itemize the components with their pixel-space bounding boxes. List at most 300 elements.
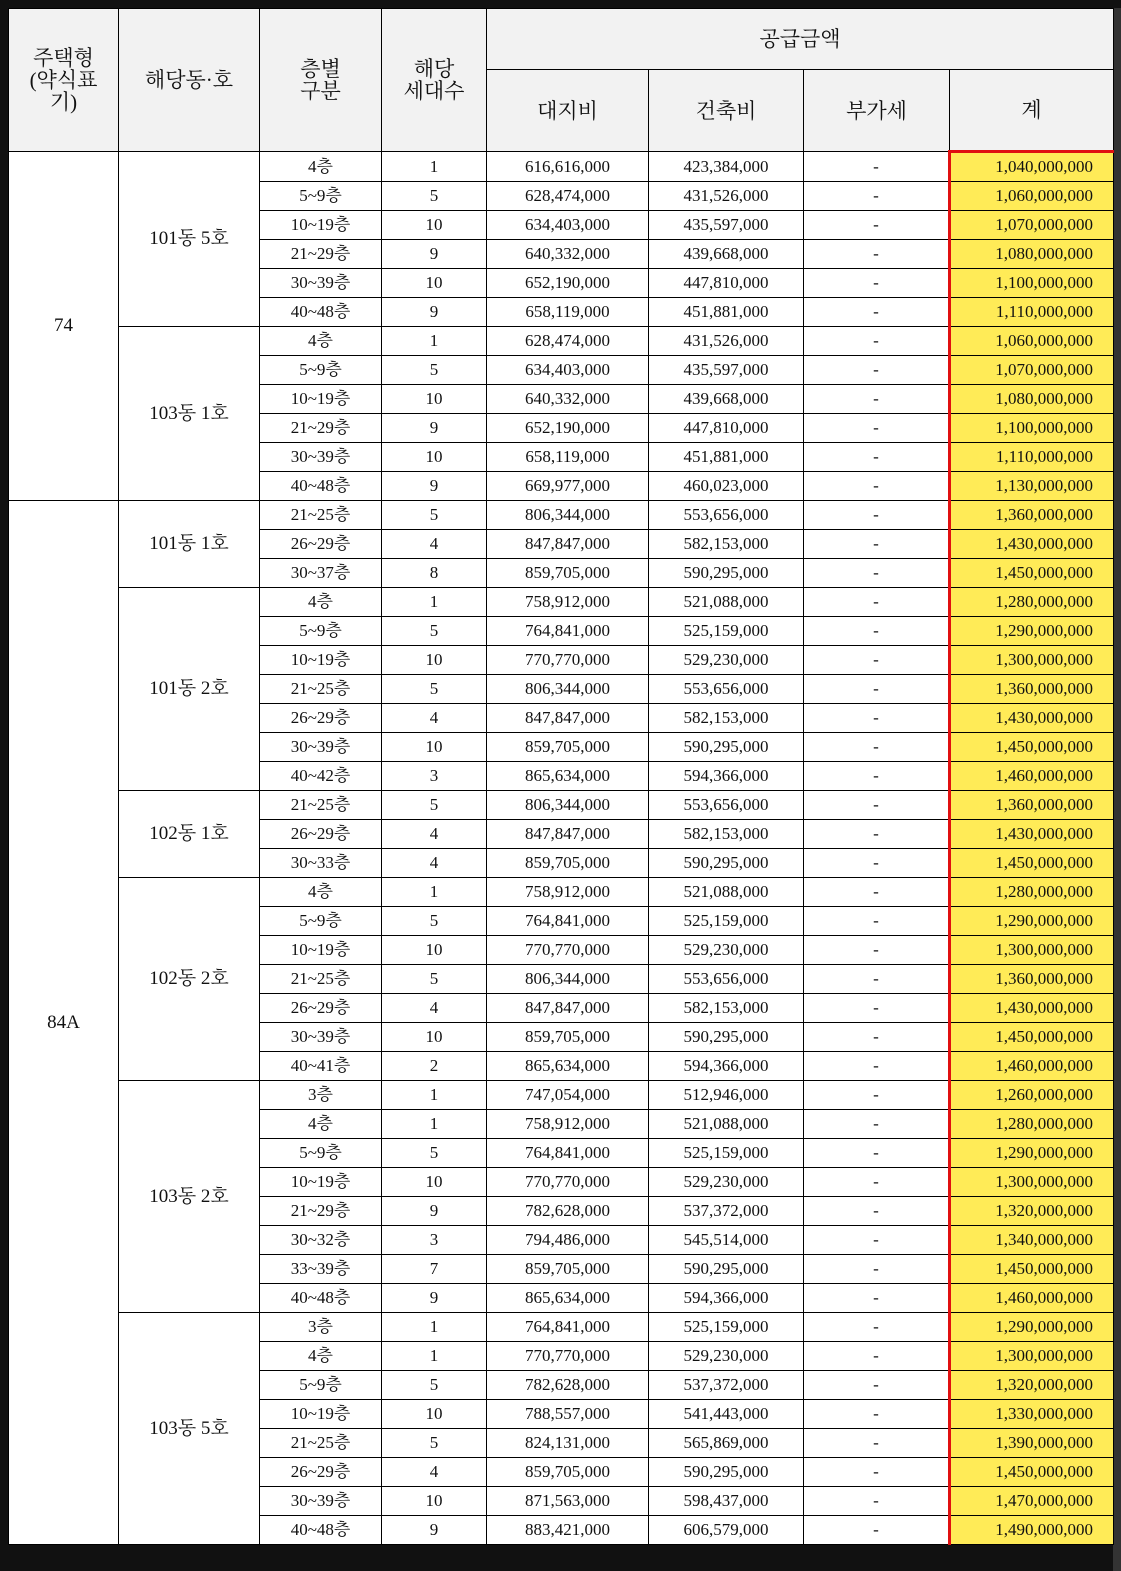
households-cell: 5 [382,1429,487,1458]
floor-cell: 4층 [260,1110,382,1139]
land-cost-cell: 806,344,000 [487,791,649,820]
households-cell: 10 [382,646,487,675]
floor-cell: 4층 [260,878,382,907]
floor-cell: 21~25층 [260,1429,382,1458]
total-cell: 1,430,000,000 [950,994,1114,1023]
land-cost-cell: 634,403,000 [487,356,649,385]
total-cell: 1,260,000,000 [950,1081,1114,1110]
building-cost-cell: 521,088,000 [649,878,804,907]
total-cell: 1,360,000,000 [950,501,1114,530]
land-cost-cell: 628,474,000 [487,182,649,211]
building-cost-cell: 435,597,000 [649,211,804,240]
vat-cell: - [804,1023,950,1052]
land-cost-cell: 770,770,000 [487,646,649,675]
housing-type-cell: 84A [9,501,119,1545]
floor-cell: 30~39층 [260,443,382,472]
building-cost-cell: 537,372,000 [649,1197,804,1226]
land-cost-cell: 640,332,000 [487,240,649,269]
land-cost-cell: 859,705,000 [487,849,649,878]
building-cost-cell: 606,579,000 [649,1516,804,1545]
dong-ho-cell: 101동 1호 [119,501,260,588]
land-cost-cell: 669,977,000 [487,472,649,501]
vat-cell: - [804,385,950,414]
households-cell: 1 [382,588,487,617]
building-cost-cell: 582,153,000 [649,820,804,849]
building-cost-cell: 537,372,000 [649,1371,804,1400]
land-cost-cell: 764,841,000 [487,1139,649,1168]
total-cell: 1,290,000,000 [950,1139,1114,1168]
vat-cell: - [804,530,950,559]
vat-cell: - [804,936,950,965]
total-cell: 1,080,000,000 [950,385,1114,414]
vat-cell: - [804,704,950,733]
vat-cell: - [804,1342,950,1371]
table-row [9,501,1114,530]
building-cost-cell: 512,946,000 [649,1081,804,1110]
building-cost-cell: 565,869,000 [649,1429,804,1458]
vat-cell: - [804,1371,950,1400]
floor-cell: 21~29층 [260,1197,382,1226]
households-cell: 5 [382,791,487,820]
header-households: 해당 세대수 [382,9,487,152]
land-cost-cell: 859,705,000 [487,1458,649,1487]
vat-cell: - [804,849,950,878]
floor-cell: 21~25층 [260,791,382,820]
total-cell: 1,320,000,000 [950,1371,1114,1400]
vat-cell: - [804,1197,950,1226]
vat-cell: - [804,1052,950,1081]
households-cell: 5 [382,1139,487,1168]
households-cell: 10 [382,936,487,965]
building-cost-cell: 553,656,000 [649,501,804,530]
building-cost-cell: 529,230,000 [649,646,804,675]
vat-cell: - [804,820,950,849]
header-supply-price: 공급금액 [487,9,1114,70]
floor-cell: 21~25층 [260,965,382,994]
table-body [9,152,1114,1545]
households-cell: 5 [382,907,487,936]
land-cost-cell: 782,628,000 [487,1371,649,1400]
floor-cell: 30~39층 [260,269,382,298]
table-row [9,878,1114,907]
total-cell: 1,470,000,000 [950,1487,1114,1516]
land-cost-cell: 758,912,000 [487,588,649,617]
total-cell: 1,450,000,000 [950,849,1114,878]
building-cost-cell: 594,366,000 [649,1052,804,1081]
households-cell: 4 [382,820,487,849]
total-cell: 1,110,000,000 [950,443,1114,472]
floor-cell: 5~9층 [260,1371,382,1400]
total-cell: 1,040,000,000 [950,152,1114,182]
households-cell: 9 [382,298,487,327]
floor-cell: 5~9층 [260,907,382,936]
floor-cell: 5~9층 [260,356,382,385]
floor-cell: 4층 [260,152,382,182]
housing-type-cell: 74 [9,152,119,501]
building-cost-cell: 439,668,000 [649,240,804,269]
floor-cell: 40~48층 [260,1516,382,1545]
vat-cell: - [804,1110,950,1139]
households-cell: 1 [382,1342,487,1371]
households-cell: 9 [382,472,487,501]
vat-cell: - [804,211,950,240]
floor-cell: 40~48층 [260,472,382,501]
land-cost-cell: 634,403,000 [487,211,649,240]
building-cost-cell: 439,668,000 [649,385,804,414]
floor-cell: 3층 [260,1081,382,1110]
land-cost-cell: 859,705,000 [487,733,649,762]
land-cost-cell: 859,705,000 [487,559,649,588]
land-cost-cell: 747,054,000 [487,1081,649,1110]
vat-cell: - [804,646,950,675]
floor-cell: 40~42층 [260,762,382,791]
land-cost-cell: 824,131,000 [487,1429,649,1458]
land-cost-cell: 652,190,000 [487,414,649,443]
vat-cell: - [804,1255,950,1284]
vat-cell: - [804,733,950,762]
dong-ho-cell: 103동 2호 [119,1081,260,1313]
total-cell: 1,390,000,000 [950,1429,1114,1458]
households-cell: 5 [382,965,487,994]
vat-cell: - [804,443,950,472]
vat-cell: - [804,298,950,327]
vat-cell: - [804,1313,950,1342]
floor-cell: 26~29층 [260,820,382,849]
land-cost-cell: 658,119,000 [487,298,649,327]
total-cell: 1,450,000,000 [950,1458,1114,1487]
floor-cell: 26~29층 [260,704,382,733]
households-cell: 3 [382,1226,487,1255]
vat-cell: - [804,907,950,936]
land-cost-cell: 770,770,000 [487,1168,649,1197]
households-cell: 1 [382,1313,487,1342]
total-cell: 1,460,000,000 [950,762,1114,791]
households-cell: 10 [382,1168,487,1197]
header-land: 대지비 [487,70,649,152]
households-cell: 9 [382,240,487,269]
building-cost-cell: 594,366,000 [649,1284,804,1313]
households-cell: 10 [382,1487,487,1516]
building-cost-cell: 529,230,000 [649,1342,804,1371]
building-cost-cell: 525,159,000 [649,1313,804,1342]
land-cost-cell: 764,841,000 [487,617,649,646]
vat-cell: - [804,791,950,820]
land-cost-cell: 847,847,000 [487,994,649,1023]
floor-cell: 10~19층 [260,211,382,240]
households-cell: 9 [382,414,487,443]
vat-cell: - [804,472,950,501]
frame-shadow [1113,8,1121,1571]
households-cell: 2 [382,1052,487,1081]
households-cell: 4 [382,994,487,1023]
households-cell: 4 [382,704,487,733]
land-cost-cell: 788,557,000 [487,1400,649,1429]
land-cost-cell: 770,770,000 [487,936,649,965]
households-cell: 4 [382,849,487,878]
vat-cell: - [804,965,950,994]
households-cell: 9 [382,1284,487,1313]
dong-ho-cell: 101동 5호 [119,152,260,327]
total-cell: 1,490,000,000 [950,1516,1114,1545]
building-cost-cell: 525,159,000 [649,907,804,936]
floor-cell: 21~25층 [260,675,382,704]
land-cost-cell: 806,344,000 [487,965,649,994]
floor-cell: 26~29층 [260,994,382,1023]
vat-cell: - [804,994,950,1023]
floor-cell: 10~19층 [260,1168,382,1197]
households-cell: 8 [382,559,487,588]
floor-cell: 30~39층 [260,1487,382,1516]
header-floor: 층별 구분 [260,9,382,152]
floor-cell: 33~39층 [260,1255,382,1284]
land-cost-cell: 770,770,000 [487,1342,649,1371]
households-cell: 9 [382,1197,487,1226]
land-cost-cell: 764,841,000 [487,907,649,936]
vat-cell: - [804,327,950,356]
building-cost-cell: 590,295,000 [649,733,804,762]
total-cell: 1,110,000,000 [950,298,1114,327]
table-row [9,588,1114,617]
vat-cell: - [804,1081,950,1110]
floor-cell: 26~29층 [260,1458,382,1487]
land-cost-cell: 859,705,000 [487,1255,649,1284]
households-cell: 1 [382,327,487,356]
table-row [9,1313,1114,1342]
building-cost-cell: 590,295,000 [649,1255,804,1284]
building-cost-cell: 529,230,000 [649,936,804,965]
total-cell: 1,300,000,000 [950,1342,1114,1371]
total-cell: 1,290,000,000 [950,907,1114,936]
land-cost-cell: 658,119,000 [487,443,649,472]
building-cost-cell: 451,881,000 [649,298,804,327]
total-cell: 1,330,000,000 [950,1400,1114,1429]
vat-cell: - [804,414,950,443]
total-cell: 1,060,000,000 [950,182,1114,211]
table-row [9,1081,1114,1110]
building-cost-cell: 525,159,000 [649,1139,804,1168]
total-cell: 1,080,000,000 [950,240,1114,269]
total-cell: 1,280,000,000 [950,878,1114,907]
households-cell: 4 [382,1458,487,1487]
header-housing-type: 주택형 (약식표 기) [9,9,119,152]
total-cell: 1,290,000,000 [950,617,1114,646]
total-cell: 1,430,000,000 [950,820,1114,849]
dong-ho-cell: 103동 5호 [119,1313,260,1545]
building-cost-cell: 423,384,000 [649,152,804,182]
table-row [9,327,1114,356]
floor-cell: 26~29층 [260,530,382,559]
vat-cell: - [804,152,950,182]
floor-cell: 4층 [260,588,382,617]
dong-ho-cell: 102동 1호 [119,791,260,878]
land-cost-cell: 806,344,000 [487,675,649,704]
building-cost-cell: 590,295,000 [649,559,804,588]
floor-cell: 30~39층 [260,1023,382,1052]
total-cell: 1,450,000,000 [950,1255,1114,1284]
households-cell: 5 [382,182,487,211]
land-cost-cell: 871,563,000 [487,1487,649,1516]
header-total: 계 [950,70,1114,152]
building-cost-cell: 545,514,000 [649,1226,804,1255]
total-cell: 1,360,000,000 [950,675,1114,704]
total-cell: 1,300,000,000 [950,1168,1114,1197]
floor-cell: 40~41층 [260,1052,382,1081]
floor-cell: 4층 [260,1342,382,1371]
land-cost-cell: 847,847,000 [487,820,649,849]
dong-ho-cell: 101동 2호 [119,588,260,791]
building-cost-cell: 541,443,000 [649,1400,804,1429]
total-cell: 1,280,000,000 [950,588,1114,617]
building-cost-cell: 431,526,000 [649,327,804,356]
total-cell: 1,060,000,000 [950,327,1114,356]
header-building: 건축비 [649,70,804,152]
table-row [9,152,1114,182]
households-cell: 4 [382,530,487,559]
land-cost-cell: 865,634,000 [487,1052,649,1081]
land-cost-cell: 865,634,000 [487,1284,649,1313]
floor-cell: 21~29층 [260,240,382,269]
households-cell: 10 [382,733,487,762]
header-vat: 부가세 [804,70,950,152]
vat-cell: - [804,1139,950,1168]
households-cell: 1 [382,152,487,182]
floor-cell: 40~48층 [260,298,382,327]
households-cell: 9 [382,1516,487,1545]
header-dong-ho: 해당동·호 [119,9,260,152]
building-cost-cell: 590,295,000 [649,1023,804,1052]
households-cell: 1 [382,878,487,907]
vat-cell: - [804,1516,950,1545]
building-cost-cell: 590,295,000 [649,849,804,878]
households-cell: 5 [382,356,487,385]
total-cell: 1,360,000,000 [950,791,1114,820]
households-cell: 3 [382,762,487,791]
building-cost-cell: 582,153,000 [649,704,804,733]
land-cost-cell: 859,705,000 [487,1023,649,1052]
total-cell: 1,450,000,000 [950,559,1114,588]
building-cost-cell: 451,881,000 [649,443,804,472]
floor-cell: 30~37층 [260,559,382,588]
vat-cell: - [804,675,950,704]
households-cell: 1 [382,1081,487,1110]
floor-cell: 5~9층 [260,617,382,646]
dong-ho-cell: 102동 2호 [119,878,260,1081]
floor-cell: 21~25층 [260,501,382,530]
vat-cell: - [804,878,950,907]
households-cell: 5 [382,617,487,646]
floor-cell: 30~39층 [260,733,382,762]
floor-cell: 40~48층 [260,1284,382,1313]
households-cell: 10 [382,1400,487,1429]
total-cell: 1,100,000,000 [950,269,1114,298]
supply-price-table [8,8,1114,1545]
total-cell: 1,130,000,000 [950,472,1114,501]
vat-cell: - [804,559,950,588]
floor-cell: 30~33층 [260,849,382,878]
table-row [9,791,1114,820]
households-cell: 1 [382,1110,487,1139]
vat-cell: - [804,588,950,617]
floor-cell: 5~9층 [260,1139,382,1168]
building-cost-cell: 521,088,000 [649,1110,804,1139]
total-cell: 1,460,000,000 [950,1052,1114,1081]
vat-cell: - [804,1400,950,1429]
total-cell: 1,070,000,000 [950,211,1114,240]
vat-cell: - [804,501,950,530]
households-cell: 5 [382,501,487,530]
vat-cell: - [804,762,950,791]
vat-cell: - [804,1458,950,1487]
vat-cell: - [804,356,950,385]
building-cost-cell: 553,656,000 [649,965,804,994]
floor-cell: 10~19층 [260,385,382,414]
total-cell: 1,430,000,000 [950,704,1114,733]
total-cell: 1,290,000,000 [950,1313,1114,1342]
land-cost-cell: 616,616,000 [487,152,649,182]
floor-cell: 30~32층 [260,1226,382,1255]
building-cost-cell: 435,597,000 [649,356,804,385]
total-cell: 1,070,000,000 [950,356,1114,385]
total-cell: 1,430,000,000 [950,530,1114,559]
land-cost-cell: 782,628,000 [487,1197,649,1226]
land-cost-cell: 847,847,000 [487,530,649,559]
vat-cell: - [804,269,950,298]
land-cost-cell: 758,912,000 [487,1110,649,1139]
floor-cell: 4층 [260,327,382,356]
land-cost-cell: 628,474,000 [487,327,649,356]
building-cost-cell: 525,159,000 [649,617,804,646]
building-cost-cell: 447,810,000 [649,414,804,443]
vat-cell: - [804,617,950,646]
building-cost-cell: 460,023,000 [649,472,804,501]
households-cell: 5 [382,1371,487,1400]
building-cost-cell: 521,088,000 [649,588,804,617]
land-cost-cell: 847,847,000 [487,704,649,733]
total-cell: 1,450,000,000 [950,733,1114,762]
households-cell: 10 [382,269,487,298]
vat-cell: - [804,1429,950,1458]
land-cost-cell: 806,344,000 [487,501,649,530]
floor-cell: 10~19층 [260,1400,382,1429]
households-cell: 5 [382,675,487,704]
building-cost-cell: 598,437,000 [649,1487,804,1516]
building-cost-cell: 590,295,000 [649,1458,804,1487]
total-cell: 1,340,000,000 [950,1226,1114,1255]
floor-cell: 21~29층 [260,414,382,443]
total-cell: 1,320,000,000 [950,1197,1114,1226]
total-cell: 1,280,000,000 [950,1110,1114,1139]
land-cost-cell: 764,841,000 [487,1313,649,1342]
total-cell: 1,300,000,000 [950,936,1114,965]
floor-cell: 5~9층 [260,182,382,211]
households-cell: 10 [382,211,487,240]
building-cost-cell: 582,153,000 [649,530,804,559]
land-cost-cell: 652,190,000 [487,269,649,298]
total-cell: 1,300,000,000 [950,646,1114,675]
households-cell: 10 [382,1023,487,1052]
building-cost-cell: 447,810,000 [649,269,804,298]
vat-cell: - [804,1487,950,1516]
building-cost-cell: 582,153,000 [649,994,804,1023]
total-cell: 1,360,000,000 [950,965,1114,994]
floor-cell: 3층 [260,1313,382,1342]
total-cell: 1,100,000,000 [950,414,1114,443]
land-cost-cell: 794,486,000 [487,1226,649,1255]
building-cost-cell: 553,656,000 [649,791,804,820]
households-cell: 10 [382,385,487,414]
total-cell: 1,460,000,000 [950,1284,1114,1313]
floor-cell: 10~19층 [260,646,382,675]
